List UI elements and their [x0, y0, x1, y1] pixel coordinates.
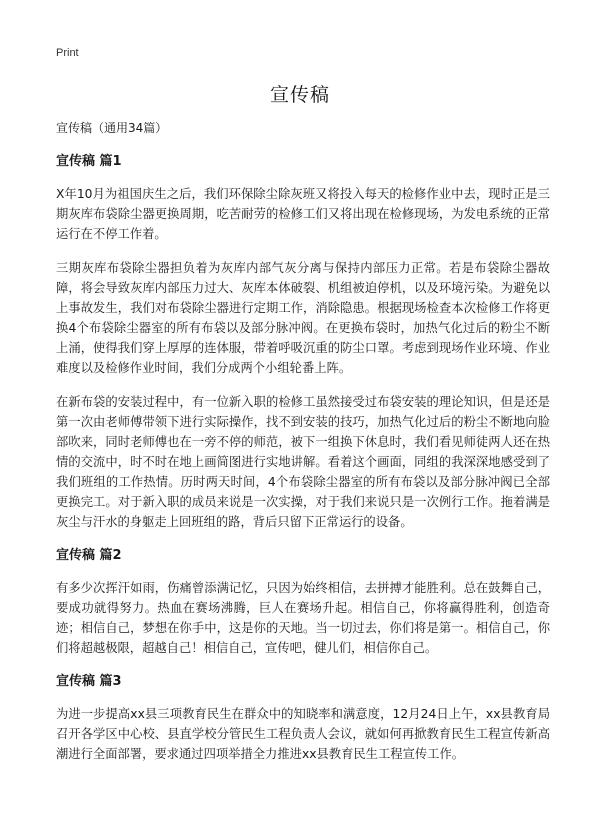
paragraph: 有多少次挥汗如雨，伤痛曾添满记忆，只因为始终相信，去拼搏才能胜利。总在鼓舞自己，要成功就得努力。热血在赛场沸腾，巨人在赛场升起。相信自己，你将赢得胜利，创造奇迹；相信自己，梦想在你手中，这是你的天地。当一切过去，你们将是第一。相信自己，你们将超越极限，超越自己！相信自己，宣传吧，健儿们，相信你自己。	[56, 581, 550, 655]
section-heading: 宣传稿 篇3	[56, 674, 122, 689]
document-body	[56, 118, 550, 778]
paragraph: X年10月为祖国庆生之后，我们环保除尘除灰班又将投入每天的检修作业中去，现时正是三期灰库布袋除尘器更换周期，吃苦耐劳的检修工们又将出现在检修现场，为发电系统的正常运行在不停工作着。	[56, 187, 550, 241]
print-link[interactable]: Print	[56, 47, 79, 59]
paragraph: 三期灰库布袋除尘器担负着为灰库内部气灰分离与保持内部压力正常。若是布袋除尘器故障，将会导致灰库内部压力过大、灰库本体破裂、机组被迫停机，以及环境污染。为避免以上事故发生，我们对布袋除尘器进行定期工作，消除隐患。根据现场检查本次检修工作将更换4个布袋除尘器室的所有布袋以及部分脉冲阀。在更换布袋时，加热气化过后的粉尘不断上涌，使得我们穿上厚厚的连体服，带着呼吸沉重的防尘口罩。考虑到现场作业环境、作业难度以及检修作业时间，我们分成两个小组轮番上阵。	[56, 261, 550, 375]
document-subtitle: 宣传稿（通用34篇）	[56, 121, 168, 135]
paragraph: 在新布袋的安装过程中，有一位新入职的检修工虽然接受过布袋安装的理论知识，但是还是第一次由老师傅带领下进行实际操作，找不到安装的技巧，加热气化过后的粉尘不断地向脸部吹来，同时老师傅也在一旁不停的师范，被下一组换下休息时，我们看见师徒两人还在热情的交流中，时不时在地上画简图进行实地讲解。看着这个画面，同组的我深深地感受到了我们班组的工作热情。历时两天时间，4个布袋除尘器室的所有布袋以及部分脉冲阀已全部更换完工。对于新入职的成员来说是一次实操，对于我们来说只是一次例行工作。拖着满是灰尘与汗水的身躯走上回班组的路，背后只留下正常运行的设备。	[56, 395, 550, 529]
paragraph: 为进一步提高xx县三项教育民生在群众中的知晓率和满意度，12月24日上午，xx县教育局召开各学区中心校、县直学校分管民生工程负责人会议，就如何再掀教育民生工程宣传新高潮进行全面部署，要求通过四项举措全力推进xx县教育民生工程宣传工作。	[56, 707, 550, 761]
section-heading: 宣传稿 篇2	[56, 548, 122, 563]
page-title: 宣传稿	[269, 84, 330, 106]
article-section-1	[56, 152, 550, 532]
section-heading: 宣传稿 篇1	[56, 154, 122, 169]
article-section-3	[56, 672, 550, 764]
article-section-2	[56, 546, 550, 658]
